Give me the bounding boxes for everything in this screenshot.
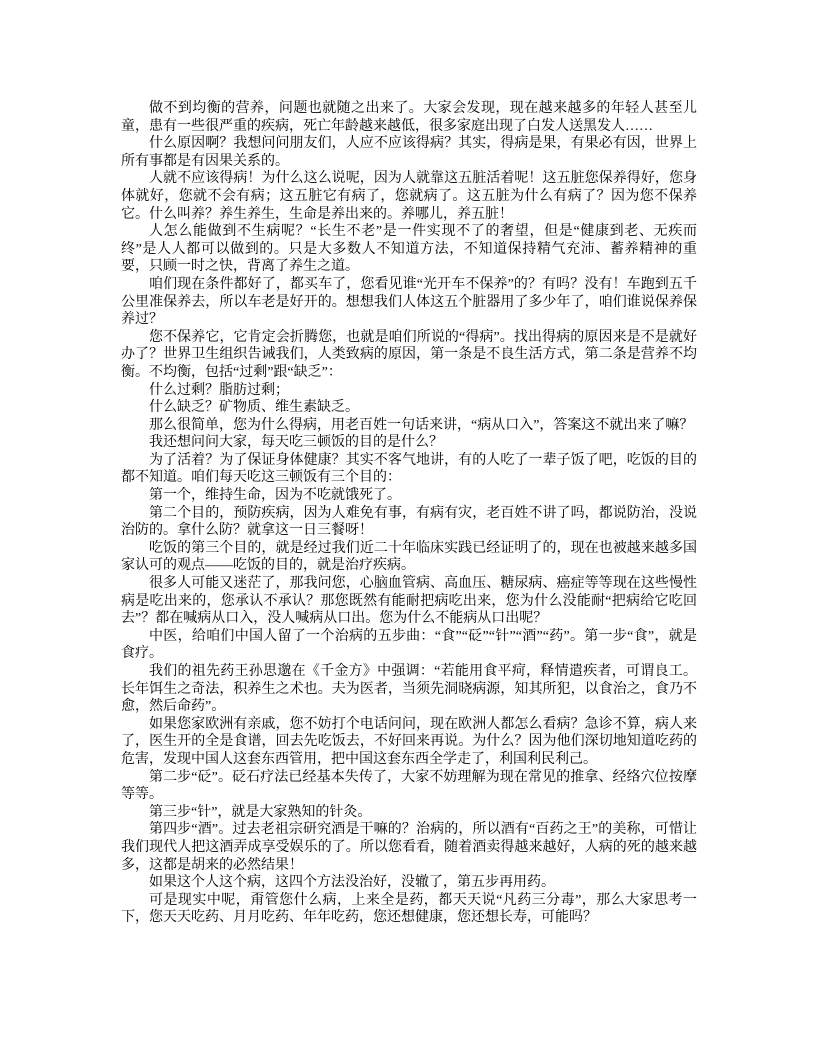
paragraph: 第二步“砭”。砭石疗法已经基本失传了，大家不妨理解为现在常见的推拿、经络穴位按摩等等。 xyxy=(121,769,697,803)
paragraph: 人就不应该得病！为什么这么说呢，因为人就靠这五脏活着呢！这五脏您保养得好，您身体就好，您就不会有病；这五脏它有病了，您就病了。这五脏为什么有病了？因为您不保养它。什么叫养？养生养生，生命是养出来的。养哪儿，养五脏！ xyxy=(121,171,697,222)
paragraph: 什么原因啊？我想问问朋友们，人应不应该得病？其实，得病是果，有果必有因，世界上所有事都是有因果关系的。 xyxy=(121,136,697,169)
paragraph: 第四步“酒”。过去老祖宗研究酒是干嘛的？治病的，所以酒有“百药之王”的美称，可惜让我们现代人把这酒弄成享受娱乐的了。所以您看看，随着酒卖得越来越好，人病的死的越来越多，这都是胡来的必然结果！ xyxy=(121,822,697,873)
paragraph: 吃饭的第三个目的，就是经过我们近二十年临床实践已经证明了的，现在也被越来越多国家认可的观点——吃饭的目的，就是治疗疾病。 xyxy=(121,540,697,574)
paragraph: 可是现实中呢，甭管您什么病，上来全是药，都天天说“凡药三分毒”，那么大家思考一下，您天天吃药、月月吃药、年年吃药，您还想健康，您还想长寿，可能吗？ xyxy=(121,892,697,926)
paragraph: 中医，给咱们中国人留了一个治病的五步曲：“食”“砭”“针”“酒”“药”。第一步“食”，就是食疗。 xyxy=(121,628,697,662)
paragraph: 第二个目的，预防疾病，因为人难免有事，有病有灾，老百姓不讲了吗，都说防治，没说治防的。拿什么防？就拿这一日三餐呀！ xyxy=(121,505,697,539)
paragraph: 第一个，维持生命，因为不吃就饿死了。 xyxy=(149,488,401,504)
paragraph: 咱们现在条件都好了，都买车了，您看见谁“光开车不保养”的？有吗？没有！车跑到五千公里准保养去，所以车老是好开的。想想我们人体这五个脏器用了多少年了，咱们谁说保养保养过？ xyxy=(121,276,697,328)
paragraph: 做不到均衡的营养，问题也就随之出来了。大家会发现，现在越来越多的年轻人甚至儿童，患有一些很严重的疾病，死亡年龄越来越低，很多家庭出现了白发人送黑发人…… xyxy=(121,101,697,134)
paragraph: 那么很简单，您为什么得病，用老百姓一句话来讲，“病从口入”，答案这不就出来了嘛？ xyxy=(149,417,694,433)
paragraph: 我们的祖先药王孙思邈在《千金方》中强调：“若能用食平疴，释情遣疾者，可谓良工。长年饵生之奇法，积养生之术也。夫为医者，当须先洞晓病源，知其所犯，以食治之，食乃不愈，然后命药”。 xyxy=(121,664,697,715)
paragraph: 如果您家欧洲有亲戚，您不妨打个电话问问，现在欧洲人都怎么看病？急诊不算，病人来了，医生开的全是食谱，回去先吃饭去，不好回来再说。为什么？因为他们深切地知道吃药的危害，发现中国人这套东西管用，把中国这套东西全学走了，利国利民利己。 xyxy=(121,716,697,767)
text-body xyxy=(121,100,697,927)
paragraph: 您不保养它，它肯定会折腾您，也就是咱们所说的“得病”。找出得病的原因来是不是就好办了？世界卫生组织告诫我们，人类致病的原因，第一条是不良生活方式，第二条是营养不均衡。不均衡，包括“过剩”跟“缺乏”： xyxy=(121,329,697,380)
paragraph: 我还想问问大家，每天吃三顿饭的目的是什么？ xyxy=(149,435,443,451)
paragraph: 很多人可能又迷茫了，那我问您，心脑血管病、高血压、糖尿病、癌症等等现在这些慢性病是吃出来的，您承认不承认？那您既然有能耐把病吃出来，您为什么没能耐“把病给它吃回去”？都在喊病从口入，没人喊病从口出。您为什么不能病从口出呢？ xyxy=(121,576,697,627)
paragraph: 什么缺乏？矿物质、维生素缺乏。 xyxy=(149,400,359,416)
paragraph: 为了活着？为了保证身体健康？其实不客气地讲，有的人吃了一辈子饭了吧，吃饭的目的都不知道。咱们每天吃这三顿饭有三个目的： xyxy=(121,452,697,486)
paragraph: 如果这个人这个病，这四个方法没治好，没辙了，第五步再用药。 xyxy=(149,875,555,891)
paragraph: 第三步“针”，就是大家熟知的针灸。 xyxy=(149,804,372,820)
paragraph: 什么过剩？脂肪过剩； xyxy=(149,382,289,398)
paragraph: 人怎么能做到不生病呢？“长生不老”是一件实现不了的奢望，但是“健康到老、无疾而终”是人人都可以做到的。只是大多数人不知道方法，不知道保持精气充沛、蓄养精神的重要，只顾一时之快，背离了养生之道。 xyxy=(121,224,697,275)
